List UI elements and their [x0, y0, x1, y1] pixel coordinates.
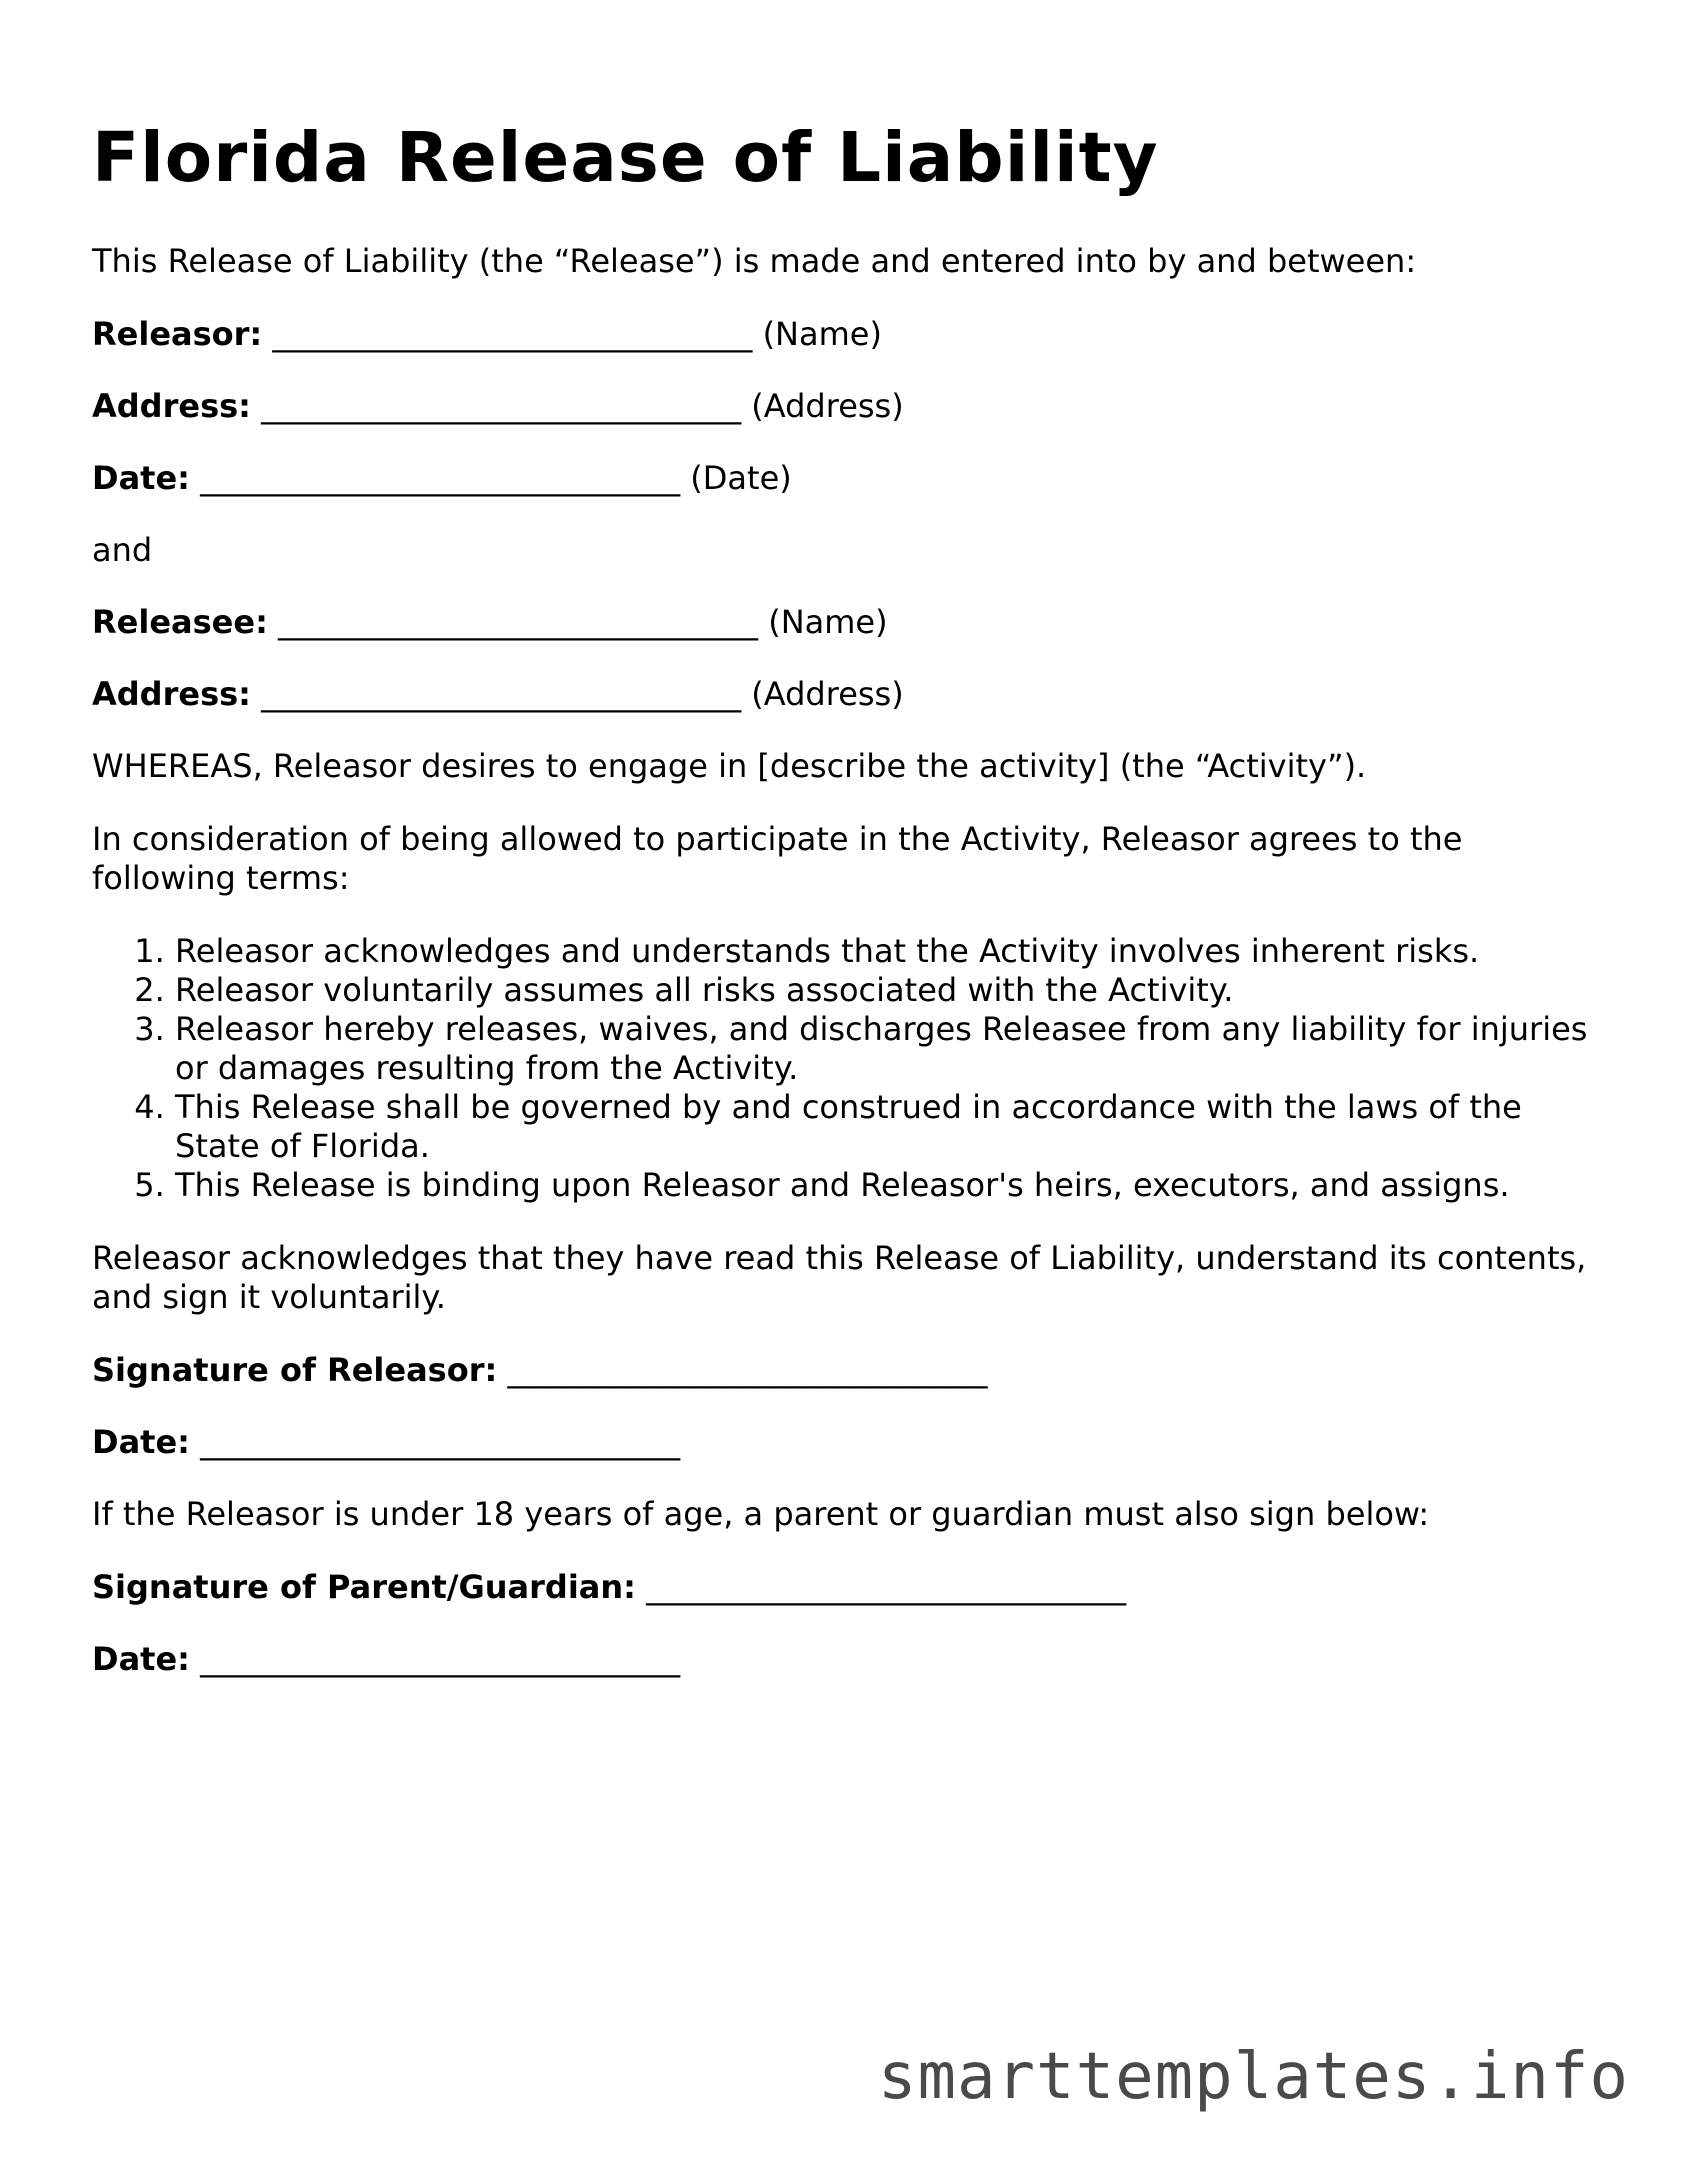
- releasee-hint: (Name): [768, 603, 888, 641]
- date-releasor-label: Date:: [92, 1423, 190, 1461]
- signature-releasor-field: [92, 1351, 1592, 1390]
- releasor-label: Releasor:: [92, 315, 263, 353]
- acknowledgment-paragraph: Releasor acknowledges that they have read this Release of Liability, understand its contents, and sign it voluntarily.: [92, 1239, 1587, 1316]
- terms-list: [92, 932, 1592, 1205]
- releasee-blank: ______________________________: [278, 603, 759, 641]
- releasor-address-label: Address:: [92, 387, 251, 425]
- releasee-address-blank: ______________________________: [261, 675, 742, 713]
- minor-notice: If the Releasor is under 18 years of age, a parent or guardian must also sign below:: [92, 1495, 1430, 1533]
- list-item: 5. This Release is binding upon Releasor and Releasor's heirs, executors, and assigns.: [175, 1166, 1592, 1205]
- releasee-address-hint: (Address): [751, 675, 904, 713]
- and-text: and: [92, 531, 153, 569]
- list-item: 1. Releasor acknowledges and understands that the Activity involves inherent risks.: [175, 932, 1592, 971]
- watermark: smarttemplates.info: [877, 2040, 1629, 2114]
- releasor-hint: (Name): [762, 315, 882, 353]
- intro-paragraph: This Release of Liability (the “Release”) is made and entered into by and between:: [92, 242, 1417, 280]
- signature-guardian-field: [92, 1568, 1592, 1607]
- releasor-blank: ______________________________: [272, 315, 753, 353]
- list-item: 4. This Release shall be governed by and construed in accordance with the laws of the State of Florida.: [175, 1088, 1592, 1166]
- releasor-field: [92, 315, 1592, 354]
- releasee-field: [92, 603, 1592, 642]
- signature-guardian-blank: ______________________________: [646, 1568, 1127, 1606]
- document-page: [92, 118, 1592, 1712]
- releasor-address-blank: ______________________________: [261, 387, 742, 425]
- signature-releasor-label: Signature of Releasor:: [92, 1351, 498, 1389]
- date-guardian-label: Date:: [92, 1640, 190, 1678]
- date-guardian-field: [92, 1640, 1592, 1679]
- whereas-paragraph: WHEREAS, Releasor desires to engage in [describe the activity] (the “Activity”).: [92, 747, 1367, 785]
- date-releasor-field: [92, 1423, 1592, 1462]
- date-guardian-blank: ______________________________: [200, 1640, 681, 1678]
- date-top-field: [92, 459, 1592, 498]
- consideration-paragraph: In consideration of being allowed to participate in the Activity, Releasor agrees to the following terms:: [92, 820, 1463, 897]
- releasee-address-label: Address:: [92, 675, 251, 713]
- date-top-hint: (Date): [690, 459, 792, 497]
- releasor-address-field: [92, 387, 1592, 426]
- list-item: 2. Releasor voluntarily assumes all risks associated with the Activity.: [175, 971, 1592, 1010]
- releasee-address-field: [92, 675, 1592, 714]
- signature-guardian-label: Signature of Parent/Guardian:: [92, 1568, 636, 1606]
- releasee-label: Releasee:: [92, 603, 268, 641]
- date-top-label: Date:: [92, 459, 190, 497]
- page-title: Florida Release of Liability: [92, 118, 1159, 198]
- date-top-blank: ______________________________: [200, 459, 681, 497]
- signature-releasor-blank: ______________________________: [507, 1351, 988, 1389]
- date-releasor-blank: ______________________________: [200, 1423, 681, 1461]
- list-item: 3. Releasor hereby releases, waives, and discharges Releasee from any liability for injuries or damages resulting from the Activity.: [175, 1010, 1592, 1088]
- releasor-address-hint: (Address): [751, 387, 904, 425]
